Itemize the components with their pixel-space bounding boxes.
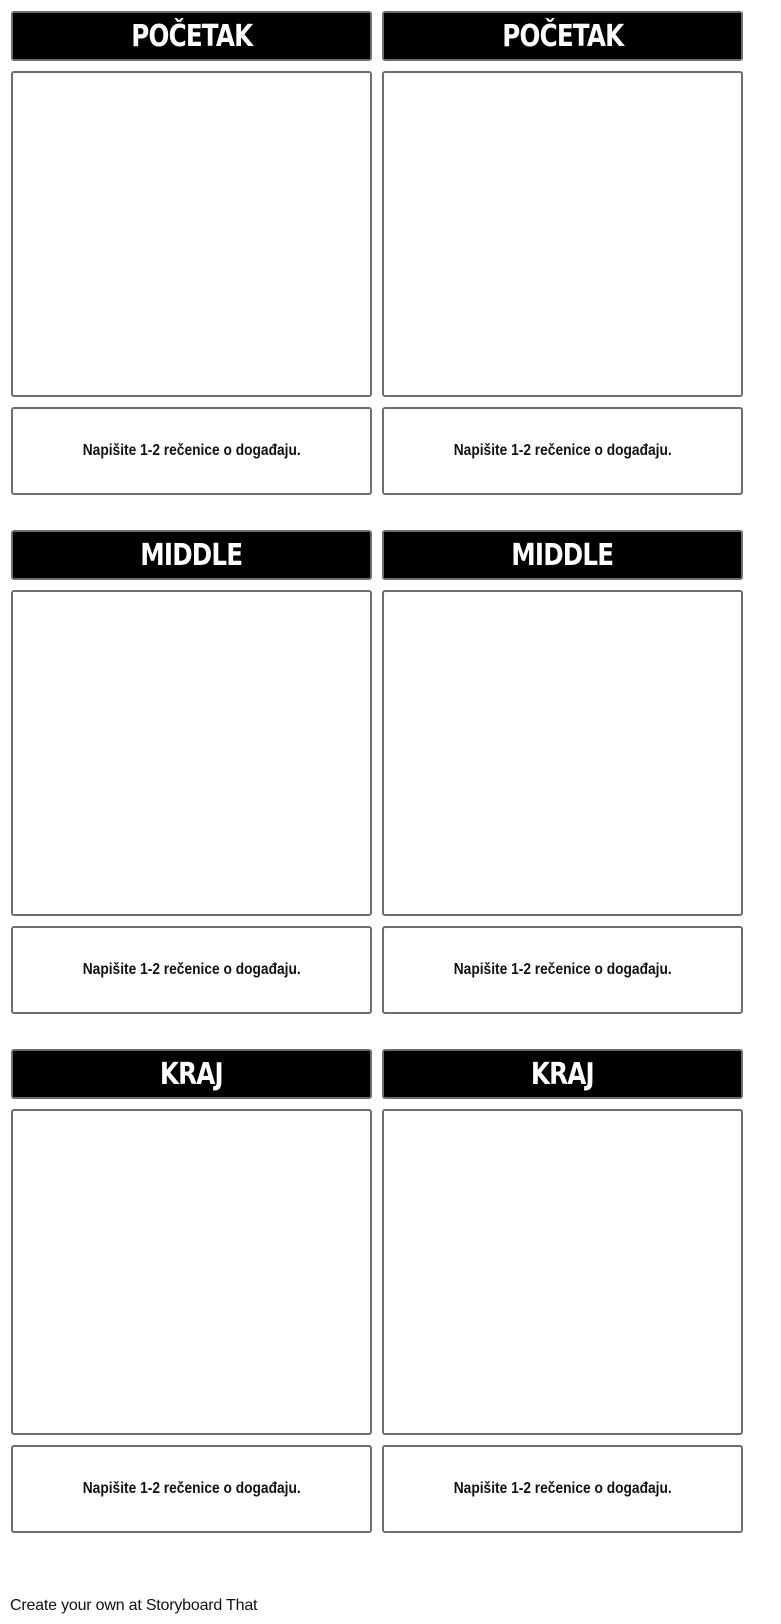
- storyboard-that-credit[interactable]: Create your own at Storyboard That: [10, 1597, 258, 1614]
- cell-title: KRAJ: [160, 1056, 223, 1092]
- caption-box-left[interactable]: [11, 926, 372, 1014]
- scene-image-frame-left[interactable]: [11, 1109, 372, 1435]
- caption-text: Napišite 1-2 rečenice o događaju.: [453, 961, 672, 978]
- title-cell-left[interactable]: [11, 1049, 372, 1099]
- title-cell-right[interactable]: [382, 1049, 743, 1099]
- cell-title: MIDDLE: [511, 537, 614, 573]
- scene-image-frame-left[interactable]: [11, 590, 372, 916]
- caption-text: Napišite 1-2 rečenice o događaju.: [453, 1480, 672, 1497]
- title-cell-right[interactable]: [382, 530, 743, 580]
- caption-box-left[interactable]: [11, 407, 372, 495]
- caption-box-right[interactable]: [382, 1445, 743, 1533]
- cell-title: POČETAK: [130, 18, 253, 54]
- scene-image-frame-right[interactable]: [382, 590, 743, 916]
- caption-box-left[interactable]: [11, 1445, 372, 1533]
- caption-box-right[interactable]: [382, 926, 743, 1014]
- scene-image-frame-right[interactable]: [382, 1109, 743, 1435]
- caption-box-right[interactable]: [382, 407, 743, 495]
- caption-text: Napišite 1-2 rečenice o događaju.: [82, 961, 301, 978]
- cell-title: MIDDLE: [140, 537, 243, 573]
- cell-title: KRAJ: [531, 1056, 594, 1092]
- title-cell-left[interactable]: [11, 11, 372, 61]
- scene-image-frame-right[interactable]: [382, 71, 743, 397]
- caption-text: Napišite 1-2 rečenice o događaju.: [453, 442, 672, 459]
- cell-title: POČETAK: [501, 18, 624, 54]
- caption-text: Napišite 1-2 rečenice o događaju.: [82, 1480, 301, 1497]
- title-cell-right[interactable]: [382, 11, 743, 61]
- caption-text: Napišite 1-2 rečenice o događaju.: [82, 442, 301, 459]
- scene-image-frame-left[interactable]: [11, 71, 372, 397]
- title-cell-left[interactable]: [11, 530, 372, 580]
